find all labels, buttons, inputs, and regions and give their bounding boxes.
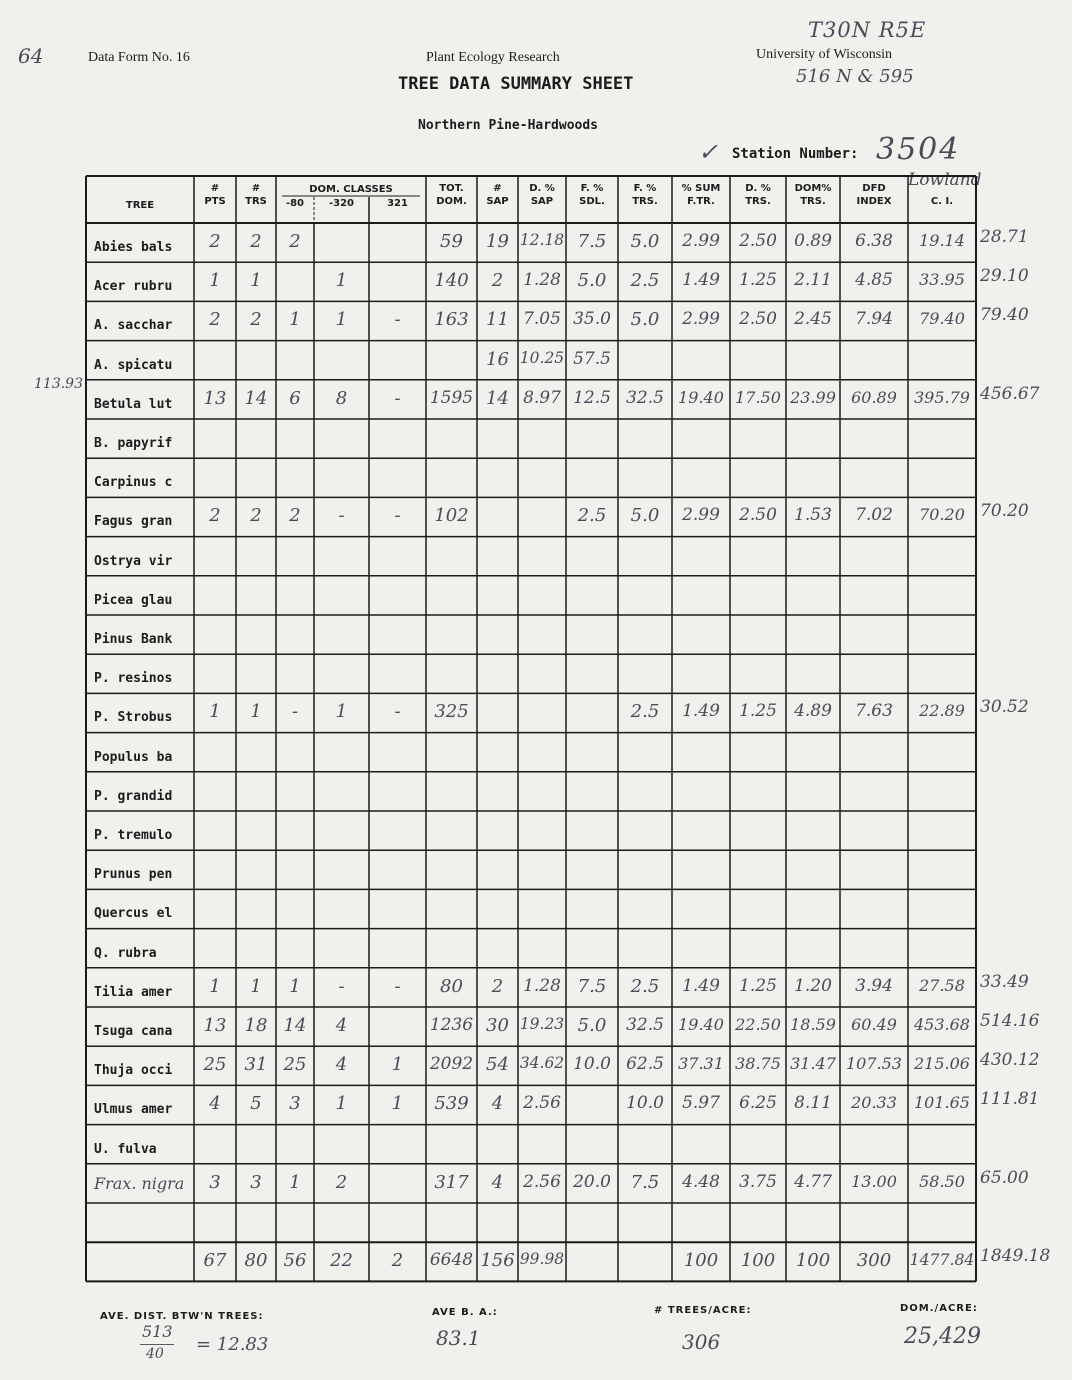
station-number: 3504 bbox=[876, 132, 961, 167]
cell-value: 80 bbox=[440, 975, 463, 997]
cell-value: 4.48 bbox=[682, 1171, 720, 1192]
cell-value: 102 bbox=[434, 505, 469, 527]
cell-value: 300 bbox=[856, 1250, 892, 1272]
cell-value: 14 bbox=[283, 1015, 307, 1036]
header-d_trs-top: D. % bbox=[745, 183, 771, 194]
header-dom-classes: DOM. CLASSES bbox=[309, 184, 393, 195]
cell-value: 1 bbox=[335, 270, 348, 292]
cell-value: 2 bbox=[209, 231, 221, 252]
header-ci: C. I. bbox=[930, 196, 954, 207]
cell-value: 4.85 bbox=[855, 270, 893, 291]
cell-value: 2.11 bbox=[794, 270, 832, 291]
header-f_sdl-top: F. % bbox=[580, 183, 604, 194]
cell-value: 59 bbox=[440, 231, 463, 252]
header-f_trs-bottom: TRS. bbox=[632, 196, 658, 207]
cell-value: 2.45 bbox=[794, 309, 832, 330]
subtitle: Northern Pine-Hardwoods bbox=[418, 118, 599, 133]
cell-value: 1.28 bbox=[523, 270, 561, 291]
handwritten-location: 516 N & 595 bbox=[796, 66, 914, 87]
cell-value: 38.75 bbox=[735, 1054, 781, 1074]
cell-value: 101.65 bbox=[914, 1093, 970, 1113]
cell-value: 20.0 bbox=[573, 1171, 611, 1192]
cell-value: 2.5 bbox=[577, 505, 607, 527]
cell-value: 60.49 bbox=[851, 1015, 897, 1034]
cell-value: 1 bbox=[250, 975, 262, 997]
cell-value: 79.40 bbox=[919, 309, 965, 329]
cell-value: 156 bbox=[480, 1250, 515, 1272]
cell-value: 1 bbox=[335, 701, 348, 723]
header-sum_ftr-top: % SUM bbox=[681, 183, 721, 194]
tree-name: Frax. nigra bbox=[94, 1173, 185, 1193]
cell-value: 19.40 bbox=[678, 1015, 724, 1034]
header-tot_dom-bottom: DOM. bbox=[436, 196, 467, 207]
corner-note: 64 bbox=[18, 44, 44, 68]
ave-ba-label: AVE B. A.: bbox=[432, 1307, 498, 1318]
cell-value: 2 bbox=[250, 505, 262, 527]
margin-value: 430.12 bbox=[980, 1050, 1040, 1071]
cell-value: 18.59 bbox=[790, 1015, 836, 1034]
cell-value: 13 bbox=[203, 387, 227, 409]
margin-value: 70.20 bbox=[980, 501, 1029, 522]
cell-value: 1595 bbox=[429, 387, 474, 408]
tree-name: Fagus gran bbox=[94, 514, 173, 530]
cell-value: 70.20 bbox=[919, 505, 965, 525]
tree-name: A. sacchar bbox=[94, 318, 173, 334]
cell-value: 1 bbox=[391, 1093, 404, 1115]
cell-value: 1 bbox=[335, 309, 348, 331]
cell-value: 6648 bbox=[429, 1250, 474, 1271]
cell-value: 12.5 bbox=[573, 387, 611, 408]
cell-value: 1.25 bbox=[739, 270, 777, 291]
margin-value: 28.71 bbox=[980, 227, 1029, 247]
header-trs-top: # bbox=[251, 183, 261, 194]
cell-value: 6 bbox=[289, 387, 301, 409]
cell-value: 4 bbox=[491, 1171, 504, 1193]
cell-value: 1 bbox=[335, 1093, 348, 1115]
cell-value: 1 bbox=[289, 309, 301, 331]
header-dfd-bottom: INDEX bbox=[856, 196, 892, 207]
tree-name: A. spicatu bbox=[94, 357, 173, 373]
cell-value: 1 bbox=[250, 701, 262, 723]
cell-value: 7.5 bbox=[577, 231, 607, 252]
cell-value: 33.95 bbox=[919, 270, 965, 290]
cell-value: 1.49 bbox=[682, 701, 720, 722]
cell-value: 1 bbox=[289, 975, 301, 997]
cell-value: 100 bbox=[683, 1250, 719, 1272]
cell-value: 67 bbox=[203, 1250, 227, 1272]
dom-acre-value: 25,429 bbox=[904, 1324, 981, 1349]
fraction-bar bbox=[140, 1344, 174, 1345]
university-name: University of Wisconsin bbox=[756, 47, 893, 62]
ave-dist-denominator: 40 bbox=[146, 1346, 164, 1362]
cell-value: 2.56 bbox=[523, 1093, 561, 1114]
cell-value: 7.5 bbox=[577, 975, 607, 997]
tree-name: P. resinos bbox=[94, 671, 173, 687]
cell-value: 35.0 bbox=[573, 309, 611, 330]
cell-value: - bbox=[394, 309, 401, 331]
cell-value: - bbox=[394, 975, 401, 997]
cell-value: 58.50 bbox=[919, 1171, 965, 1191]
margin-value: 30.52 bbox=[980, 697, 1029, 718]
cell-value: 2 bbox=[209, 505, 221, 527]
margin-value: 514.16 bbox=[980, 1011, 1040, 1031]
cell-value: 10.0 bbox=[573, 1054, 611, 1075]
cell-value: 8.11 bbox=[794, 1093, 832, 1114]
cell-value: 2.99 bbox=[682, 231, 720, 251]
cell-value: 4.89 bbox=[794, 701, 832, 722]
header-dom_trs-bottom: TRS. bbox=[800, 196, 826, 207]
cell-value: 2 bbox=[491, 270, 504, 292]
cell-value: 3 bbox=[209, 1171, 221, 1193]
cell-value: - bbox=[338, 975, 345, 997]
header-dom_trs-top: DOM% bbox=[794, 183, 832, 194]
header-sap-top: # bbox=[493, 183, 502, 194]
cell-value: - bbox=[291, 701, 299, 723]
header-d_sap-bottom: SAP bbox=[530, 196, 554, 207]
ave-dist-numerator: 513 bbox=[142, 1322, 173, 1341]
cell-value: 2.99 bbox=[682, 309, 720, 330]
header-f_trs-top: F. % bbox=[633, 183, 657, 194]
cell-value: 19.23 bbox=[519, 1015, 565, 1033]
cell-value: 22 bbox=[330, 1250, 353, 1272]
cell-value: 27.58 bbox=[919, 975, 965, 995]
cell-value: 20.33 bbox=[851, 1093, 897, 1113]
tree-name: B. papyrif bbox=[94, 436, 173, 451]
header-trs-bottom: TRS bbox=[245, 196, 267, 207]
cell-value: 7.5 bbox=[630, 1171, 660, 1193]
cell-value: 19.40 bbox=[678, 387, 724, 407]
cell-value: 4 bbox=[491, 1093, 504, 1115]
cell-value: 13.00 bbox=[851, 1171, 897, 1191]
header-sap-bottom: SAP bbox=[486, 196, 509, 207]
cell-value: 0.89 bbox=[794, 231, 832, 251]
header-pts-bottom: PTS bbox=[204, 196, 226, 207]
tree-name: Acer rubru bbox=[94, 279, 173, 295]
cell-value: 2 bbox=[391, 1250, 404, 1272]
cell-value: 2 bbox=[250, 231, 262, 252]
cell-value: 2.50 bbox=[739, 309, 777, 330]
cell-value: 14 bbox=[486, 387, 509, 409]
cell-value: 1.25 bbox=[739, 701, 777, 722]
tree-name: Ulmus amer bbox=[94, 1102, 173, 1118]
cell-value: 3 bbox=[250, 1171, 262, 1193]
cell-value: 1 bbox=[391, 1054, 404, 1076]
org-name: Plant Ecology Research bbox=[426, 50, 560, 65]
margin-value: 79.40 bbox=[980, 305, 1029, 326]
cell-value: 1.49 bbox=[682, 975, 720, 996]
cell-value: 3.75 bbox=[739, 1171, 777, 1192]
cell-value: 4 bbox=[335, 1054, 348, 1076]
cell-value: 16 bbox=[486, 348, 509, 370]
margin-value: 65.00 bbox=[980, 1167, 1029, 1188]
page-title: TREE DATA SUMMARY SHEET bbox=[398, 74, 634, 94]
margin-value: 33.49 bbox=[980, 971, 1029, 992]
cell-value: 8.97 bbox=[523, 387, 561, 408]
cell-value: 2 bbox=[289, 505, 301, 527]
cell-value: 2 bbox=[491, 975, 504, 997]
cell-value: 12.18 bbox=[519, 231, 565, 249]
tree-name: Thuja occi bbox=[94, 1063, 173, 1079]
cell-value: 1236 bbox=[429, 1015, 474, 1035]
cell-value: 2092 bbox=[429, 1054, 474, 1075]
header-pts-top: # bbox=[210, 183, 220, 194]
cell-value: 13 bbox=[203, 1015, 227, 1036]
cell-value: 7.94 bbox=[855, 309, 893, 330]
cell-value: 60.89 bbox=[851, 387, 897, 407]
cell-value: 57.5 bbox=[573, 348, 611, 369]
cell-value: 5.0 bbox=[630, 309, 660, 331]
cell-value: 2.5 bbox=[630, 270, 660, 292]
cell-value: 22.89 bbox=[919, 701, 965, 721]
header-dom-1: -80 bbox=[285, 198, 305, 209]
cell-value: 5.0 bbox=[577, 270, 607, 292]
cell-value: 317 bbox=[434, 1171, 469, 1193]
tree-name: Tilia amer bbox=[94, 984, 173, 1000]
header-d_trs-bottom: TRS. bbox=[745, 196, 771, 207]
cell-value: 11 bbox=[486, 309, 509, 331]
tree-name: Tsuga cana bbox=[94, 1024, 173, 1039]
cell-value: 3 bbox=[289, 1093, 301, 1115]
cell-value: 395.79 bbox=[914, 387, 970, 407]
cell-value: 5.0 bbox=[630, 505, 660, 527]
cell-value: 7.02 bbox=[855, 505, 893, 526]
cell-value: 2.5 bbox=[630, 701, 660, 723]
tree-name: U. fulva bbox=[94, 1141, 157, 1157]
cell-value: 1477.84 bbox=[909, 1250, 975, 1270]
header-f_sdl-bottom: SDL. bbox=[579, 196, 605, 207]
cell-value: 31 bbox=[244, 1054, 268, 1076]
form-number: Data Form No. 16 bbox=[88, 50, 190, 65]
cell-value: 18 bbox=[244, 1015, 268, 1036]
cell-value: 10.0 bbox=[626, 1093, 664, 1114]
header-dom-2: -320 bbox=[328, 198, 355, 209]
margin-left-note: 113.93 bbox=[34, 376, 83, 392]
cell-value: 1.53 bbox=[794, 505, 832, 526]
cell-value: - bbox=[394, 387, 401, 409]
cell-value: 34.62 bbox=[519, 1054, 565, 1073]
cell-value: 6.25 bbox=[739, 1093, 777, 1114]
cell-value: 17.50 bbox=[735, 387, 781, 407]
header-dom-3: 321 bbox=[387, 198, 408, 209]
cell-value: 1.28 bbox=[523, 975, 561, 996]
header-dfd-top: DFD bbox=[862, 183, 886, 194]
cell-value: 56 bbox=[283, 1250, 307, 1272]
cell-value: 163 bbox=[434, 309, 469, 331]
ave-dist-label: AVE. DIST. BTW'N TREES: bbox=[100, 1311, 264, 1322]
cell-value: 6.38 bbox=[855, 231, 893, 251]
cell-value: 7.05 bbox=[523, 309, 561, 330]
cell-value: 2 bbox=[250, 309, 262, 331]
cell-value: 1 bbox=[209, 975, 221, 997]
cell-value: 2.50 bbox=[739, 231, 777, 251]
cell-value: 5.97 bbox=[682, 1093, 720, 1114]
tree-name: P. tremulo bbox=[94, 828, 173, 843]
cell-value: 2.5 bbox=[630, 975, 660, 997]
cell-value: 1.20 bbox=[794, 975, 832, 996]
lowland-note: Lowland bbox=[908, 170, 982, 190]
margin-value: 111.81 bbox=[980, 1089, 1040, 1110]
cell-value: 2 bbox=[289, 231, 301, 252]
cell-value: 2.50 bbox=[739, 505, 777, 526]
margin-value: 456.67 bbox=[980, 383, 1040, 404]
check-mark: ✓ bbox=[698, 138, 719, 166]
cell-value: 25 bbox=[203, 1054, 227, 1076]
cell-value: 4 bbox=[335, 1015, 348, 1036]
cell-value: 100 bbox=[740, 1250, 776, 1272]
tree-name: P. Strobus bbox=[94, 710, 173, 726]
tree-name: Abies bals bbox=[94, 240, 173, 255]
tree-name: Picea glau bbox=[94, 592, 173, 608]
cell-value: - bbox=[338, 505, 345, 527]
cell-value: 2.99 bbox=[682, 505, 720, 526]
cell-value: 5.0 bbox=[577, 1015, 607, 1036]
tree-name: Carpinus c bbox=[94, 475, 173, 491]
cell-value: 4.77 bbox=[794, 1171, 832, 1192]
cell-value: 80 bbox=[244, 1250, 268, 1272]
dom-acre-label: DOM./ACRE: bbox=[900, 1303, 978, 1314]
cell-value: 32.5 bbox=[626, 387, 664, 408]
cell-value: 5 bbox=[250, 1093, 262, 1115]
header-d_sap-top: D. % bbox=[529, 183, 555, 194]
trees-acre-value: 306 bbox=[682, 1330, 721, 1354]
cell-value: 5.0 bbox=[630, 231, 660, 252]
trees-acre-label: # TREES/ACRE: bbox=[654, 1305, 752, 1316]
cell-value: 325 bbox=[434, 701, 469, 723]
cell-value: 1 bbox=[209, 270, 221, 292]
tree-name: Prunus pen bbox=[94, 867, 173, 883]
cell-value: 2 bbox=[335, 1171, 348, 1193]
header-tot_dom-top: TOT. bbox=[439, 183, 464, 194]
cell-value: 1 bbox=[209, 701, 221, 723]
header-tree: TREE bbox=[125, 200, 155, 211]
cell-value: 1 bbox=[289, 1171, 301, 1193]
cell-value: 2 bbox=[209, 309, 221, 331]
cell-value: 215.06 bbox=[914, 1054, 970, 1074]
cell-value: 10.25 bbox=[519, 348, 565, 367]
cell-value: 19 bbox=[486, 231, 509, 252]
cell-value: 19.14 bbox=[919, 231, 965, 250]
tree-name: Betula lut bbox=[94, 396, 173, 412]
cell-value: 54 bbox=[486, 1054, 509, 1076]
tree-name: Ostrya vir bbox=[94, 553, 173, 569]
margin-value: 29.10 bbox=[980, 266, 1029, 287]
cell-value: 7.63 bbox=[855, 701, 893, 722]
cell-value: 107.53 bbox=[846, 1054, 902, 1074]
cell-value: 14 bbox=[244, 387, 268, 409]
station-label: Station Number: bbox=[732, 146, 859, 162]
cell-value: 1 bbox=[250, 270, 262, 292]
cell-value: 2.56 bbox=[523, 1171, 561, 1192]
cell-value: 1.49 bbox=[682, 270, 720, 291]
tree-name: P. grandid bbox=[94, 788, 173, 804]
tree-name: Pinus Bank bbox=[94, 632, 173, 647]
cell-value: 100 bbox=[795, 1250, 831, 1272]
tree-name: Quercus el bbox=[94, 906, 173, 922]
cell-value: - bbox=[394, 505, 401, 527]
tree-name: Q. rubra bbox=[94, 945, 157, 961]
cell-value: 99.98 bbox=[519, 1250, 565, 1269]
cell-value: 62.5 bbox=[626, 1054, 664, 1075]
ave-dist-value: = 12.83 bbox=[196, 1334, 269, 1355]
cell-value: 22.50 bbox=[735, 1015, 781, 1034]
tree-name: Populus ba bbox=[94, 749, 173, 765]
ave-ba-value: 83.1 bbox=[436, 1326, 481, 1350]
margin-value: 1849.18 bbox=[980, 1246, 1051, 1267]
cell-value: 37.31 bbox=[678, 1054, 724, 1074]
cell-value: 25 bbox=[283, 1054, 307, 1076]
cell-value: 3.94 bbox=[855, 975, 893, 996]
cell-value: 23.99 bbox=[790, 387, 836, 407]
cell-value: 32.5 bbox=[626, 1015, 664, 1035]
cell-value: 140 bbox=[434, 270, 469, 292]
cell-value: 1.25 bbox=[739, 975, 777, 996]
cell-value: 453.68 bbox=[914, 1015, 970, 1034]
cell-value: 30 bbox=[486, 1015, 509, 1036]
handwritten-township: T30N R5E bbox=[808, 18, 927, 42]
header-sum_ftr-bottom: F.TR. bbox=[687, 196, 715, 207]
cell-value: 539 bbox=[434, 1093, 469, 1115]
cell-value: 8 bbox=[335, 387, 348, 409]
cell-value: 31.47 bbox=[790, 1054, 836, 1074]
cell-value: - bbox=[394, 701, 401, 723]
cell-value: 4 bbox=[209, 1093, 221, 1115]
